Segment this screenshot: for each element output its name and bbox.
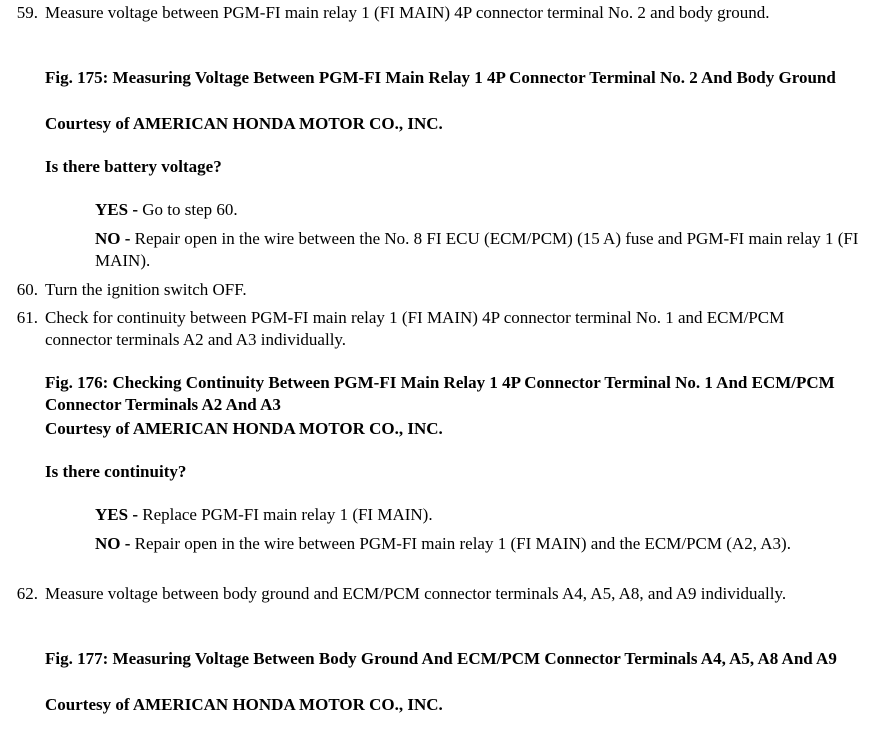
step-text: Turn the ignition switch OFF. xyxy=(45,280,247,299)
yes-label: YES - xyxy=(95,505,138,524)
step-text: Check for continuity between PGM-FI main relay 1 (FI MAIN) 4P connector terminal No. 1 and ECM/PCM connector terminals A2 and A3 individually. xyxy=(45,308,785,349)
question-59: Is there battery voltage? xyxy=(45,157,222,176)
no-text: Repair open in the wire between PGM-FI main relay 1 (FI MAIN) and the ECM/PCM (A2, A3). xyxy=(134,534,791,553)
step-text: Measure voltage between body ground and ECM/PCM connector terminals A4, A5, A8, and A9 individually. xyxy=(45,584,787,603)
figure-courtesy-177: Courtesy of AMERICAN HONDA MOTOR CO., INC. xyxy=(45,695,443,714)
figure-caption-175: Fig. 175: Measuring Voltage Between PGM-FI Main Relay 1 4P Connector Terminal No. 2 And Body Ground xyxy=(45,68,836,87)
answer-no-59 xyxy=(95,228,860,272)
figure-caption-176: Fig. 176: Checking Continuity Between PGM-FI Main Relay 1 4P Connector Terminal No. 1 And ECM/PCM Connector Terminals A2 And A3 xyxy=(45,373,835,414)
step-text: Measure voltage between PGM-FI main relay 1 (FI MAIN) 4P connector terminal No. 2 and body ground. xyxy=(45,3,770,22)
answer-yes-61 xyxy=(95,504,860,526)
no-label: NO - xyxy=(95,229,131,248)
question-61: Is there continuity? xyxy=(45,462,187,481)
no-label: NO - xyxy=(95,534,131,553)
no-text: Repair open in the wire between the No. 8 FI ECU (ECM/PCM) (15 A) fuse and PGM-FI main relay 1 (FI MAIN). xyxy=(95,229,859,270)
step-number: 59. xyxy=(16,3,38,22)
yes-text: Replace PGM-FI main relay 1 (FI MAIN). xyxy=(142,505,433,524)
answer-no-61 xyxy=(95,533,860,555)
answer-yes-59 xyxy=(95,199,860,221)
yes-label: YES - xyxy=(95,200,138,219)
figure-courtesy-176: Courtesy of AMERICAN HONDA MOTOR CO., INC. xyxy=(45,419,443,438)
yes-text: Go to step 60. xyxy=(142,200,238,219)
figure-courtesy-175: Courtesy of AMERICAN HONDA MOTOR CO., INC. xyxy=(45,114,443,133)
step-number: 62. xyxy=(16,584,38,603)
figure-caption-177: Fig. 177: Measuring Voltage Between Body Ground And ECM/PCM Connector Terminals A4, A5, A8 And A9 xyxy=(45,649,837,668)
step-number: 61. xyxy=(16,308,38,327)
step-number: 60. xyxy=(16,280,38,299)
